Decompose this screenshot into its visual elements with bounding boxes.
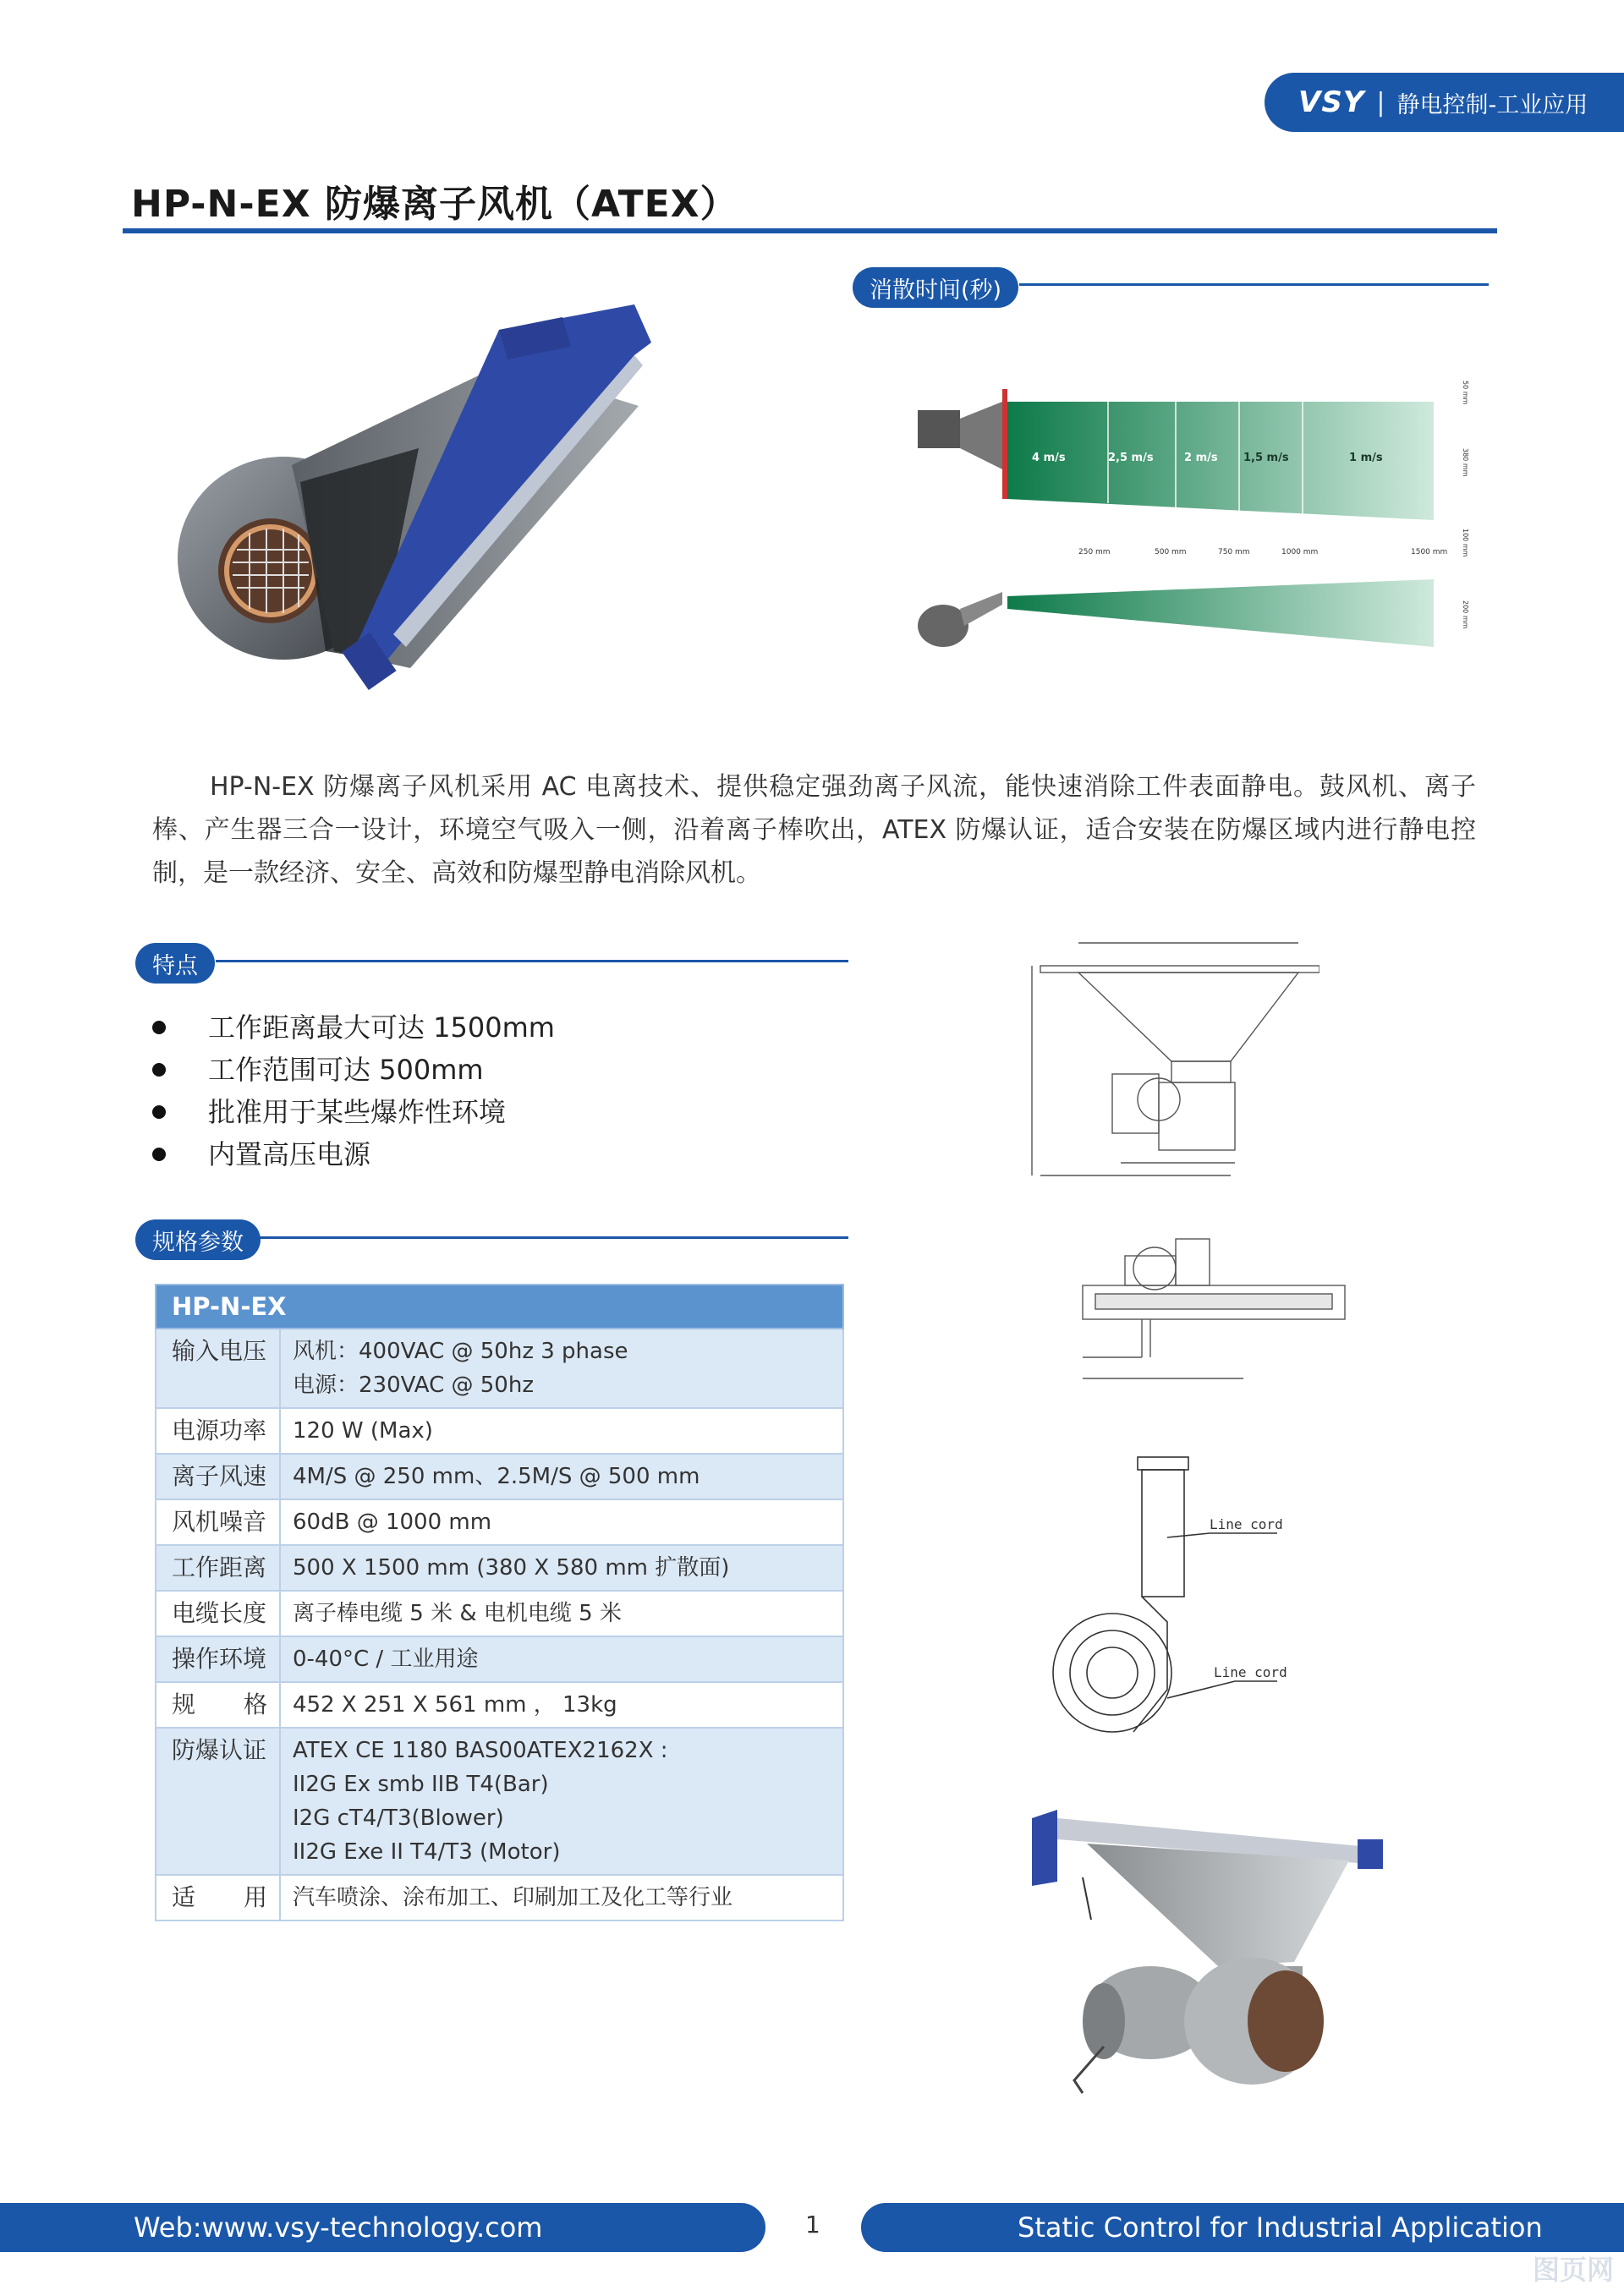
- features-section-line: [216, 960, 848, 962]
- specs-section-line: [254, 1236, 848, 1239]
- spec-label: 规 格: [172, 1690, 267, 1718]
- brand-tagline: 静电控制-工业应用: [1396, 91, 1588, 118]
- speed-label: 2,5 m/s: [1108, 452, 1154, 464]
- table-row: [156, 1545, 843, 1591]
- spec-value: 风机：400VAC @ 50hz 3 phase: [293, 1339, 628, 1364]
- spec-label: 防爆认证: [172, 1736, 267, 1764]
- specs-section-title: 规格参数: [152, 1229, 244, 1256]
- spec-value-cell: [280, 1875, 843, 1921]
- spec-label: 电缆长度: [172, 1599, 267, 1627]
- speed-label: 2 m/s: [1184, 452, 1218, 464]
- page-title: HP-N-EX 防爆离子风机（ATEX）: [131, 183, 738, 226]
- spec-label-cell: [156, 1408, 280, 1454]
- spec-label: 工作距离: [172, 1553, 267, 1581]
- list-item: 工作范围可达 500mm: [152, 1049, 555, 1091]
- spec-label-cell: [156, 1329, 280, 1408]
- diagram-section-pill: [853, 267, 1018, 308]
- line-cord-label: Line cord: [1210, 1516, 1283, 1532]
- table-row: [156, 1728, 843, 1875]
- distance-label: 1500 mm: [1411, 548, 1448, 556]
- spec-value-cell: [280, 1499, 843, 1545]
- list-item: 工作距离最大可达 1500mm: [152, 1006, 555, 1049]
- intro-paragraph: HP-N-EX 防爆离子风机采用 AC 电离技术、提供稳定强劲离子风流，能快速消除工件表面静电。鼓风机、离子棒、产生器三合一设计，环境空气吸入一侧，沿着离子棒吹出，ATEX 防爆认证，适合安装在防爆区域内进行静电控制，是一款经济、安全、高效和防爆型静电消除风机。: [152, 772, 1476, 888]
- bullet-icon: [152, 1105, 166, 1119]
- brand-separator: |: [1376, 87, 1385, 118]
- spec-label-cell: [156, 1682, 280, 1728]
- table-row: [156, 1875, 843, 1921]
- list-item: 内置高压电源: [152, 1133, 555, 1175]
- table-row: [156, 1329, 843, 1408]
- dimension-label: 380 mm: [1462, 448, 1469, 477]
- spec-value: I2G cT4/T3(Blower): [293, 1806, 504, 1831]
- blower-3d-render: [1023, 1801, 1387, 2106]
- bullet-icon: [152, 1148, 166, 1161]
- spec-value: 电源：230VAC @ 50hz: [293, 1373, 534, 1398]
- spec-value: II2G Exe II T4/T3 (Motor): [293, 1839, 561, 1865]
- spec-value-cell: [280, 1682, 843, 1728]
- spec-label: 风机噪音: [172, 1508, 267, 1536]
- spec-value-cell: [280, 1408, 843, 1454]
- feature-list: [152, 1006, 555, 1175]
- spec-label: 离子风速: [172, 1462, 267, 1490]
- table-row: [156, 1591, 843, 1636]
- product-photo: [165, 304, 689, 693]
- spec-value-cell: [280, 1545, 843, 1591]
- spec-label-cell: [156, 1454, 280, 1499]
- bullet-icon: [152, 1021, 166, 1034]
- spec-value: 120 W (Max): [293, 1418, 433, 1444]
- top-view-drawing: [1074, 1222, 1353, 1391]
- spec-value: 4M/S @ 250 mm、2.5M/S @ 500 mm: [293, 1464, 700, 1489]
- table-row: [156, 1408, 843, 1454]
- list-item: 批准用于某些爆炸性环境: [152, 1091, 555, 1133]
- spec-label: 操作环境: [172, 1645, 267, 1673]
- speed-label: 1,5 m/s: [1243, 452, 1289, 464]
- specs-section-pill: [135, 1219, 261, 1260]
- spec-value: 离子棒电缆 5 米 & 电机电缆 5 米: [293, 1601, 622, 1626]
- table-row: [156, 1499, 843, 1545]
- distance-label: 750 mm: [1218, 548, 1250, 556]
- spec-label: 适 用: [172, 1883, 267, 1911]
- spec-value: 60dB @ 1000 mm: [293, 1510, 492, 1535]
- diagram-section-line: [1019, 283, 1489, 286]
- spec-table-title: HP-N-EX: [156, 1285, 843, 1329]
- spec-label-cell: [156, 1499, 280, 1545]
- dimension-label: 200 mm: [1462, 600, 1469, 629]
- dimension-label: 100 mm: [1462, 529, 1469, 557]
- bullet-icon: [152, 1063, 166, 1077]
- spec-value: 0-40°C / 工业用途: [293, 1647, 479, 1672]
- spec-label-cell: [156, 1591, 280, 1636]
- speed-label: 1 m/s: [1349, 452, 1383, 464]
- features-section-title: 特点: [152, 952, 198, 979]
- spec-value-cell: [280, 1728, 843, 1875]
- spec-label-cell: [156, 1545, 280, 1591]
- distance-label: 500 mm: [1155, 548, 1187, 556]
- spec-value-cell: [280, 1329, 843, 1408]
- footer-website: Web:www.vsy-technology.com: [0, 2203, 765, 2252]
- dissipation-diagram: [897, 351, 1480, 655]
- spec-value: 500 X 1500 mm (380 X 580 mm 扩散面): [293, 1555, 730, 1581]
- spec-label-cell: [156, 1728, 280, 1875]
- table-row: [156, 1636, 843, 1682]
- table-row: [156, 1682, 843, 1728]
- features-section-pill: [135, 943, 215, 984]
- diagram-section-title: 消散时间(秒): [870, 277, 1002, 304]
- watermark: 图页网: [1532, 2254, 1614, 2286]
- spec-label-cell: [156, 1636, 280, 1682]
- spec-value-cell: [280, 1636, 843, 1682]
- distance-label: 1000 mm: [1281, 548, 1319, 556]
- spec-label-cell: [156, 1875, 280, 1921]
- spec-value: 452 X 251 X 561 mm ， 13kg: [293, 1692, 617, 1718]
- spec-label: 电源功率: [172, 1417, 267, 1444]
- spec-table: [155, 1284, 844, 1921]
- spec-value-cell: [280, 1591, 843, 1636]
- spec-value: ATEX CE 1180 BAS00ATEX2162X :: [293, 1738, 668, 1763]
- front-view-drawing: [1040, 1453, 1303, 1740]
- footer-slogan: Static Control for Industrial Application: [861, 2203, 1624, 2252]
- dimension-label: 50 mm: [1462, 381, 1469, 405]
- spec-value: II2G Ex smb IIB T4(Bar): [293, 1772, 549, 1797]
- line-cord-label: Line cord: [1214, 1664, 1287, 1680]
- table-row: [156, 1454, 843, 1499]
- speed-label: 4 m/s: [1032, 452, 1066, 464]
- brand-badge: [1265, 73, 1624, 132]
- spec-value-cell: [280, 1454, 843, 1499]
- page-number: 1: [805, 2211, 820, 2238]
- spec-value: 汽车喷涂、涂布加工、印刷加工及化工等行业: [293, 1885, 733, 1910]
- brand-logo: VSY: [1298, 85, 1365, 119]
- spec-label: 输入电压: [172, 1337, 267, 1365]
- distance-label: 250 mm: [1078, 548, 1111, 556]
- side-elevation-drawing: [1028, 930, 1320, 1180]
- title-divider: [123, 228, 1497, 233]
